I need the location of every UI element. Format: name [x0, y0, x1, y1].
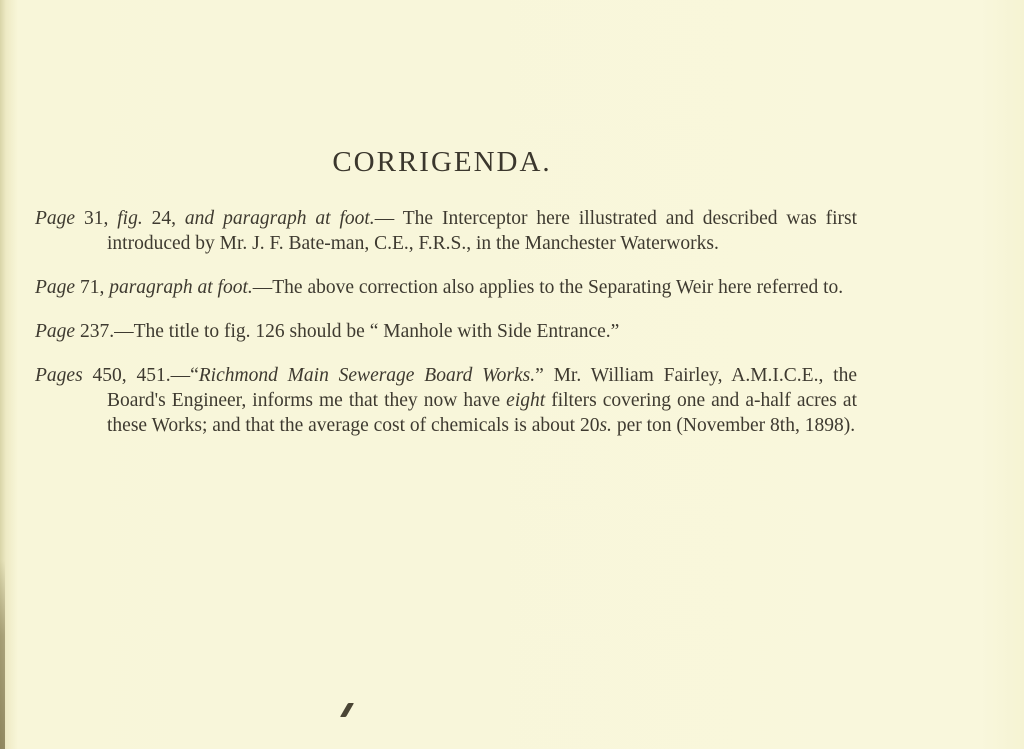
entry-emphasis: eight	[506, 390, 546, 411]
entry-label: Pages	[35, 365, 83, 386]
entry-location: paragraph at foot.	[109, 277, 253, 298]
ink-mark	[340, 703, 354, 717]
entry-text-continued: filters covering one and a-half acres at these Works; and that the average cost of chemicals is about 20	[107, 390, 857, 436]
entry-text-end: per ton (November 8th, 1898).	[616, 415, 856, 436]
entry-text: — The Interceptor here illustrated and described was first introduced by Mr. J. F. Bate-man, C.E., F.R.S., in the Manchester Waterworks.	[107, 208, 858, 254]
page-edge-shadow	[0, 560, 5, 749]
corrigenda-entry	[35, 206, 857, 256]
entry-location: and paragraph at foot.	[184, 208, 375, 229]
entry-text: 237.—The title to fig. 126 should be “ Manhole with Side Entrance.”	[79, 321, 620, 342]
entry-label: Page	[35, 277, 76, 298]
entry-work-title: Richmond Main Sewerage Board Works.	[198, 365, 536, 386]
corrigenda-entry	[35, 363, 857, 438]
entry-page-number: 31,	[83, 208, 109, 229]
entry-page-number: 450, 451.—“	[92, 365, 199, 386]
entry-page-number: 71,	[79, 277, 105, 298]
entry-fig-label: fig.	[117, 208, 143, 229]
entry-label: Page	[35, 208, 76, 229]
corrigenda-entry	[35, 275, 857, 300]
entry-label: Page	[35, 321, 76, 342]
entry-shilling-abbrev: s.	[599, 415, 612, 436]
corrigenda-list	[35, 206, 857, 438]
page-heading: CORRIGENDA.	[332, 146, 552, 178]
corrigenda-entry	[35, 319, 857, 344]
entry-text: —The above correction also applies to the Separating Weir here referred to.	[252, 277, 844, 298]
entry-text: ” Mr. William Fairley, A.M.I.C.E., the Board's Engineer, informs me that they now have	[107, 365, 857, 411]
entry-fig-number: 24,	[151, 208, 177, 229]
